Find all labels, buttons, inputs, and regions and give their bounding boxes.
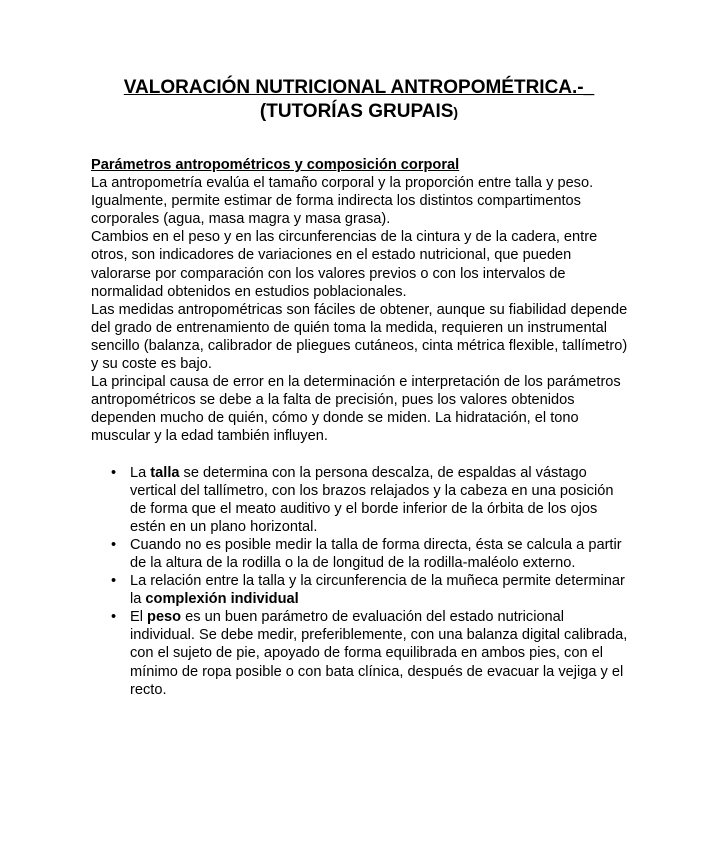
paragraph-4: La principal causa de error en la determinación e interpretación de los parámetros antropométricos se debe a la falta de precisión, pues los valores obtenidos dependen mucho de quién, cómo y donde se miden. La hidratación, el tono muscular y la edad también influyen. (91, 374, 621, 445)
bullet-text-pre: El (130, 609, 148, 626)
bullet-item-talla (91, 464, 631, 536)
bullet-text-bold: peso (147, 609, 182, 626)
bullet-text-pre: La (130, 464, 151, 481)
document-title-text: VALORACIÓN NUTRICIONAL ANTROPOMÉTRICA.-_ (123, 77, 595, 98)
section-heading: Parámetros antropométricos y composición corporal (91, 157, 460, 173)
bullet-icon: • (111, 464, 117, 481)
bullet-icon: • (111, 609, 117, 626)
paragraph-1: La antropometría evalúa el tamaño corporal y la proporción entre talla y peso. Igualmente, permite estimar de forma indirecta los distintos compartimentos corporales (agua, masa magra y masa grasa). (91, 175, 594, 228)
paragraph-3: Las medidas antropométricas son fáciles de obtener, aunque su fiabilidad depende del grado de entrenamiento de quién toma la medida, requieren un instrumental sencillo (balanza, calibrador de pliegues cutáneos, cinta métrica flexible, tallímetro) y su coste es bajo. (91, 301, 628, 373)
bullet-text-post: es un buen parámetro de evaluación del estado nutricional individual. Se debe medir, preferiblemente, con una balanza digital calibrada, con el sujeto de pie, apoyado de forma equilibrada en ambos pies, con el mínimo de ropa posible o con bata clínica, después de evacuar la vejiga y el recto. (130, 609, 628, 698)
bullet-icon: • (111, 536, 117, 553)
bullet-text-pre: Cuando no es posible medir la talla de forma directa, ésta se calcula a partir de la altura de la rodilla o la de longitud de la rodilla-maléolo externo. (130, 536, 622, 571)
bullet-item-talla-indirecta (91, 536, 631, 572)
bullet-item-peso (91, 608, 631, 698)
document-subtitle-text: (TUTORÍAS GRUPAIS (259, 101, 454, 122)
bullet-text-bold: complexión individual (145, 591, 299, 608)
bullet-list (91, 464, 631, 699)
bullet-text-pre: La relación entre la talla y la circunferencia de la muñeca permite determinar la (130, 573, 625, 608)
document-subtitle-paren: ) (453, 104, 459, 120)
document-body (91, 156, 631, 699)
document-title-line2 (0, 100, 718, 124)
bullet-text-post: se determina con la persona descalza, de espaldas al vástago vertical del tallímetro, con los brazos relajados y la cabeza en una posición de forma que el meato auditivo y el borde inferior de la órbita de los ojos estén en un plano horizontal. (130, 464, 614, 535)
bullet-icon: • (111, 573, 117, 590)
document-title-line1 (0, 76, 718, 100)
bullet-text-bold: talla (150, 464, 180, 481)
paragraph-2: Cambios en el peso y en las circunferencias de la cintura y de la cadera, entre otros, son indicadores de variaciones en el estado nutricional, que pueden valorarse por comparación con los valores previos o con los intervalos de normalidad obtenidos en estudios poblacionales. (91, 229, 598, 300)
bullet-item-complexion (91, 572, 631, 608)
